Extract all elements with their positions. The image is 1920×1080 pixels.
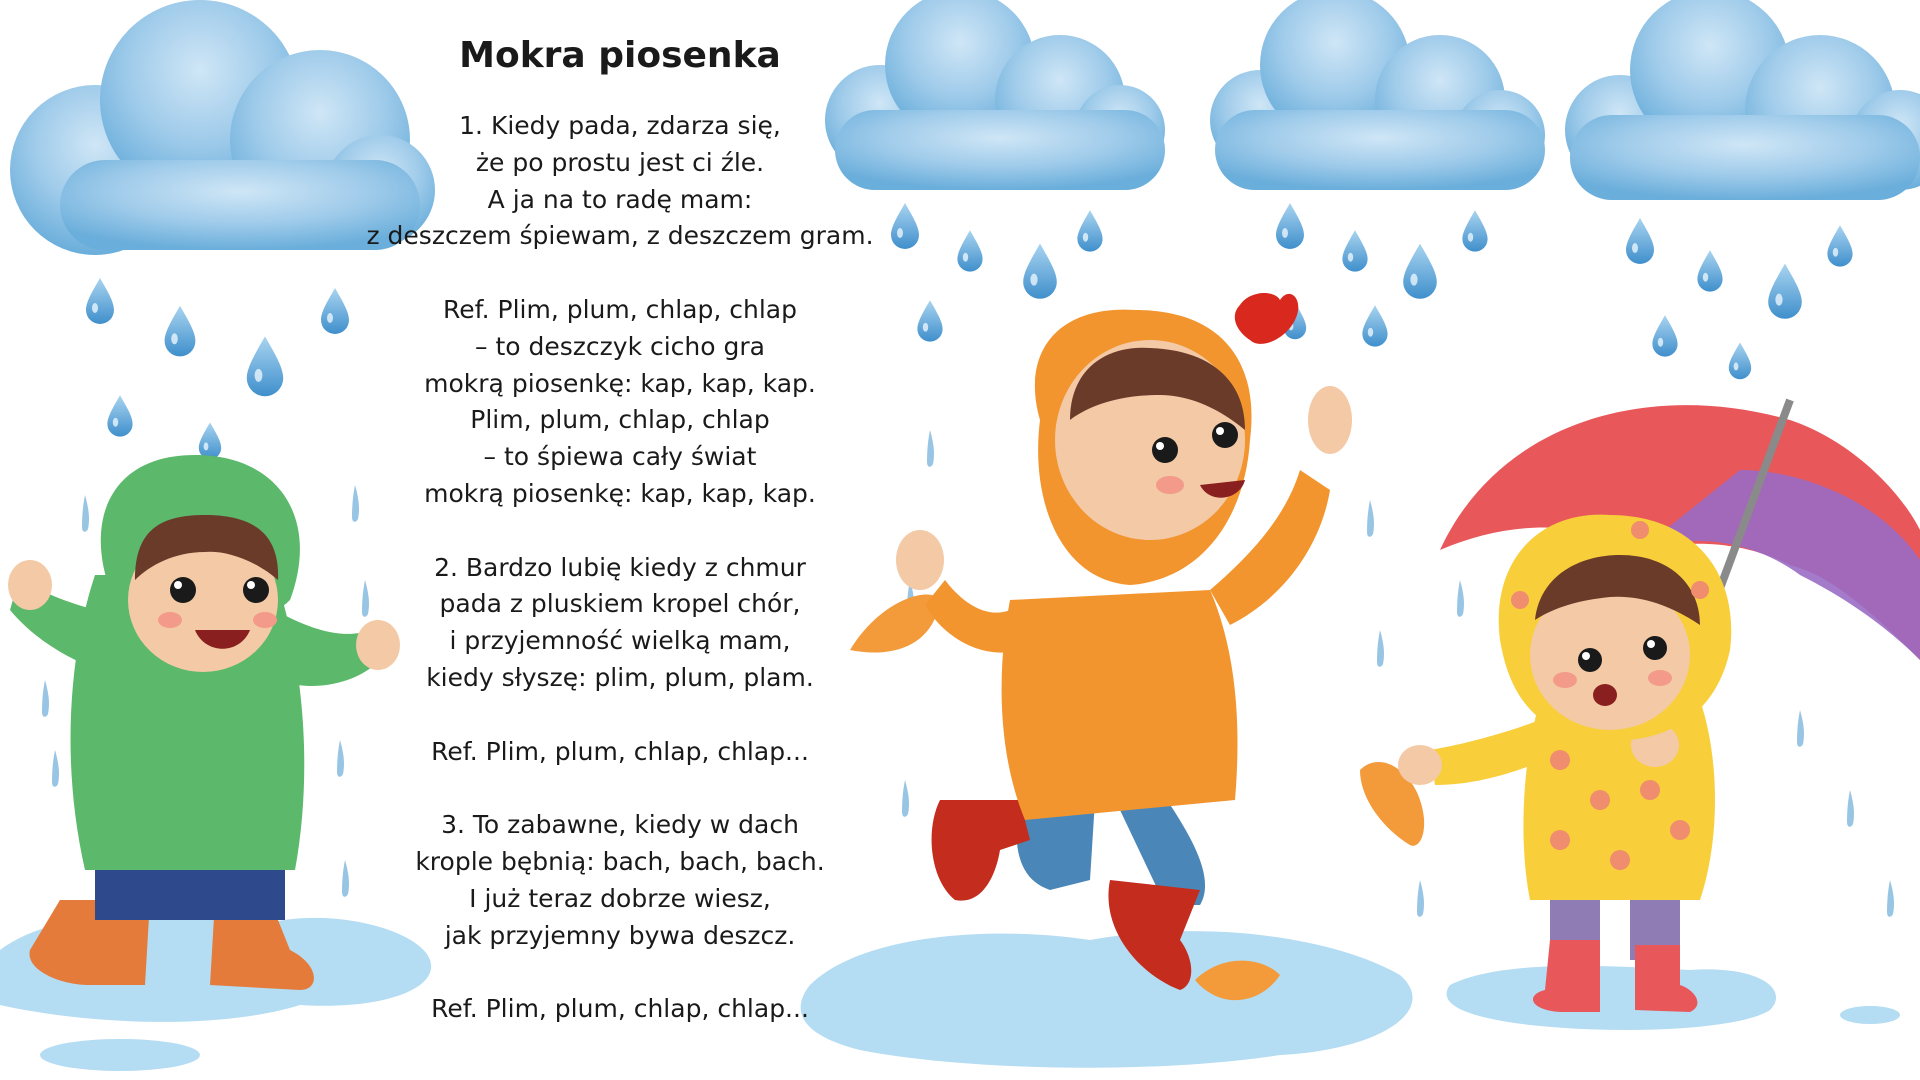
- lyric-line: krople bębnią: bach, bach, bach.: [415, 846, 825, 876]
- lyric-line: mokrą piosenkę: kap, kap, kap.: [424, 368, 816, 398]
- lyric-line: Ref. Plim, plum, chlap, chlap: [443, 294, 797, 324]
- lyric-line: 2. Bardzo lubię kiedy z chmur: [434, 552, 806, 582]
- lyric-line: że po prostu jest ci źle.: [475, 147, 765, 177]
- lyric-line: kiedy słyszę: plim, plum, plam.: [426, 662, 814, 692]
- lyric-line: jak przyjemny bywa deszcz.: [444, 920, 796, 950]
- stanza-2: [330, 550, 910, 697]
- lyric-line: Ref. Plim, plum, chlap, chlap...: [431, 994, 809, 1024]
- lyric-line: Plim, plum, chlap, chlap: [470, 405, 770, 435]
- lyric-line: i przyjemność wielką mam,: [449, 626, 791, 656]
- stanza-1: [330, 108, 910, 255]
- child-yellow-raincoat: [1398, 400, 1920, 1012]
- child-orange-raincoat: [896, 310, 1352, 990]
- cloud-right: [1565, 0, 1920, 200]
- stanza-3: [330, 807, 910, 954]
- lyric-line: z deszczem śpiewam, z deszczem gram.: [366, 221, 874, 251]
- lyric-line: pada z pluskiem kropel chór,: [439, 589, 801, 619]
- lyric-line: 1. Kiedy pada, zdarza się,: [459, 111, 781, 140]
- lyric-line: mokrą piosenkę: kap, kap, kap.: [424, 478, 816, 508]
- cloud-center-right: [1210, 0, 1545, 190]
- lyric-line: – to śpiewa cały świat: [483, 442, 757, 472]
- song-title: Mokra piosenka: [459, 35, 781, 76]
- lyric-line: Ref. Plim, plum, chlap, chlap...: [431, 736, 809, 766]
- lyric-line: – to deszczyk cicho gra: [475, 331, 765, 361]
- refrain: [330, 292, 910, 513]
- lyric-line: I już teraz dobrze wiesz,: [469, 883, 771, 913]
- lyric-line: 3. To zabawne, kiedy w dach: [441, 810, 799, 840]
- refrain-repeat-2: [330, 991, 910, 1028]
- refrain-repeat-1: [330, 734, 910, 771]
- song-lyrics: [330, 30, 910, 1028]
- lyric-line: A ja na to radę mam:: [487, 184, 753, 214]
